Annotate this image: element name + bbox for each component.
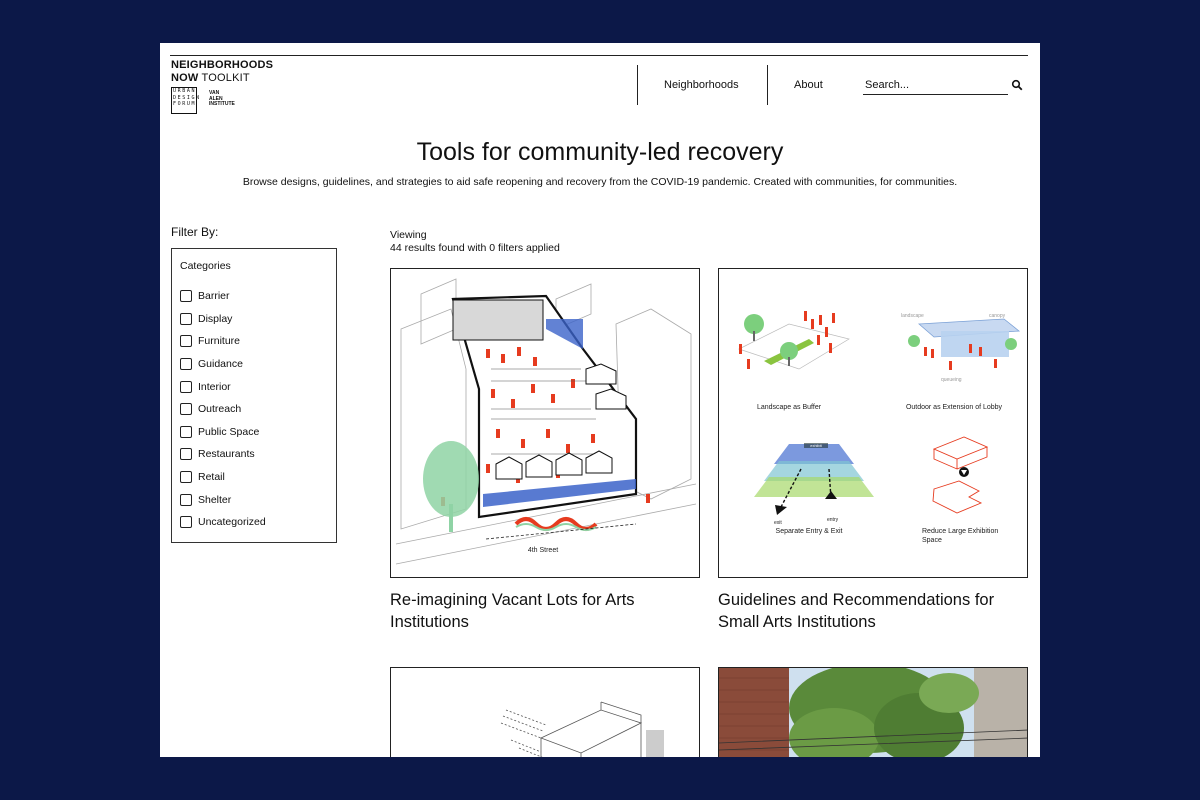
diagram-annotation: landscape (901, 313, 924, 319)
nav-divider (767, 65, 768, 105)
filter-item-shelter[interactable] (180, 488, 266, 511)
card-image-vacant-lot-diagram[interactable] (390, 268, 700, 578)
checkbox[interactable] (180, 403, 192, 415)
filter-label: Public Space (198, 425, 260, 438)
filter-label: Uncategorized (198, 516, 266, 529)
furniture-line-drawing (391, 668, 700, 757)
alley-photo (719, 668, 1028, 757)
checkbox[interactable] (180, 381, 192, 393)
result-card[interactable] (718, 268, 1028, 633)
diagram-annotation: queueing (941, 377, 962, 383)
va-logo-line: ALEN (209, 95, 223, 102)
nav-divider (637, 65, 638, 105)
filter-label: Furniture (198, 335, 241, 348)
diagram-annotation: exhibit (810, 443, 822, 448)
results-count: 44 results found with 0 filters applied (390, 242, 560, 254)
axonometric-diagram (391, 269, 700, 578)
va-logo-line: INSTITUTE (209, 101, 235, 107)
brand-now: NOW (171, 72, 199, 84)
checkbox[interactable] (180, 290, 192, 302)
filter-item-uncategorized[interactable] (180, 511, 266, 534)
filter-label: Interior (198, 380, 231, 393)
diagram-caption: Outdoor as Extension of Lobby (905, 404, 1003, 411)
guidelines-diagram (719, 269, 1028, 578)
card-title[interactable]: Re-imagining Vacant Lots for Arts Institutions (390, 591, 635, 631)
filter-label: Outreach (198, 403, 242, 416)
filter-label: Shelter (198, 493, 232, 506)
diagram-caption: Separate Entry & Exit (775, 528, 843, 535)
brand-toolkit: TOOLKIT (198, 72, 250, 84)
card-title[interactable]: Guidelines and Recommendations for Small Arts Institutions (718, 591, 995, 631)
categories-heading: Categories (180, 260, 231, 272)
checkbox[interactable] (180, 426, 192, 438)
checkbox[interactable] (180, 494, 192, 506)
card-image-alley-photo[interactable] (718, 667, 1028, 757)
brand-logo-line1[interactable]: NEIGHBORHOODS (171, 59, 274, 71)
filter-item-display[interactable] (180, 308, 266, 331)
category-list (180, 285, 266, 534)
diagram-caption: Space (922, 537, 942, 544)
filter-label: Guidance (198, 358, 243, 371)
diagram-annotation: canopy (989, 313, 1006, 319)
filter-label: Barrier (198, 290, 230, 303)
filter-item-restaurants[interactable] (180, 443, 266, 466)
card-image-guidelines-diagram[interactable] (718, 268, 1028, 578)
header-rule (170, 55, 1028, 56)
filter-item-furniture[interactable] (180, 330, 266, 353)
filter-item-interior[interactable] (180, 375, 266, 398)
checkbox[interactable] (180, 516, 192, 528)
page-subtitle: Browse designs, guidelines, and strategies to aid safe reopening and recovery from the COVID-19 pandemic. Created with communities, for communities. (242, 176, 958, 188)
result-card[interactable] (390, 667, 700, 757)
checkbox[interactable] (180, 471, 192, 483)
search-icon[interactable] (1011, 79, 1023, 91)
diagram-caption: Reduce Large Exhibition (922, 528, 999, 535)
van-alen-institute-logo[interactable] (209, 91, 235, 108)
filter-item-retail[interactable] (180, 466, 266, 489)
diagram-annotation: exit (774, 520, 782, 526)
filter-item-public-space[interactable] (180, 421, 266, 444)
checkbox[interactable] (180, 313, 192, 325)
diagram-caption: Landscape as Buffer (756, 404, 822, 411)
street-label: 4th Street (527, 547, 559, 554)
result-card[interactable] (390, 268, 700, 633)
filter-item-guidance[interactable] (180, 353, 266, 376)
viewing-label: Viewing (390, 229, 427, 241)
nav-link-neighborhoods[interactable]: Neighborhoods (664, 79, 739, 91)
urban-design-forum-logo[interactable]: URBAN DESIGN FORUM (171, 87, 197, 114)
nav-link-about[interactable]: About (794, 79, 823, 91)
search-input[interactable] (863, 76, 1008, 95)
brand-logo-line2[interactable] (171, 72, 250, 84)
card-image-furniture-drawing[interactable] (390, 667, 700, 757)
checkbox[interactable] (180, 335, 192, 347)
filter-item-barrier[interactable] (180, 285, 266, 308)
diagram-annotation: entry (827, 517, 839, 523)
page-title: Tools for community-led recovery (416, 138, 784, 166)
result-card[interactable] (718, 667, 1028, 757)
filter-by-heading: Filter By: (171, 225, 219, 239)
checkbox[interactable] (180, 448, 192, 460)
filter-panel (171, 248, 337, 543)
filter-item-outreach[interactable] (180, 398, 266, 421)
va-logo-line: VAN (209, 90, 220, 96)
filter-label: Restaurants (198, 448, 255, 461)
checkbox[interactable] (180, 358, 192, 370)
filter-label: Display (198, 312, 233, 325)
filter-label: Retail (198, 471, 225, 484)
webpage (160, 43, 1040, 757)
